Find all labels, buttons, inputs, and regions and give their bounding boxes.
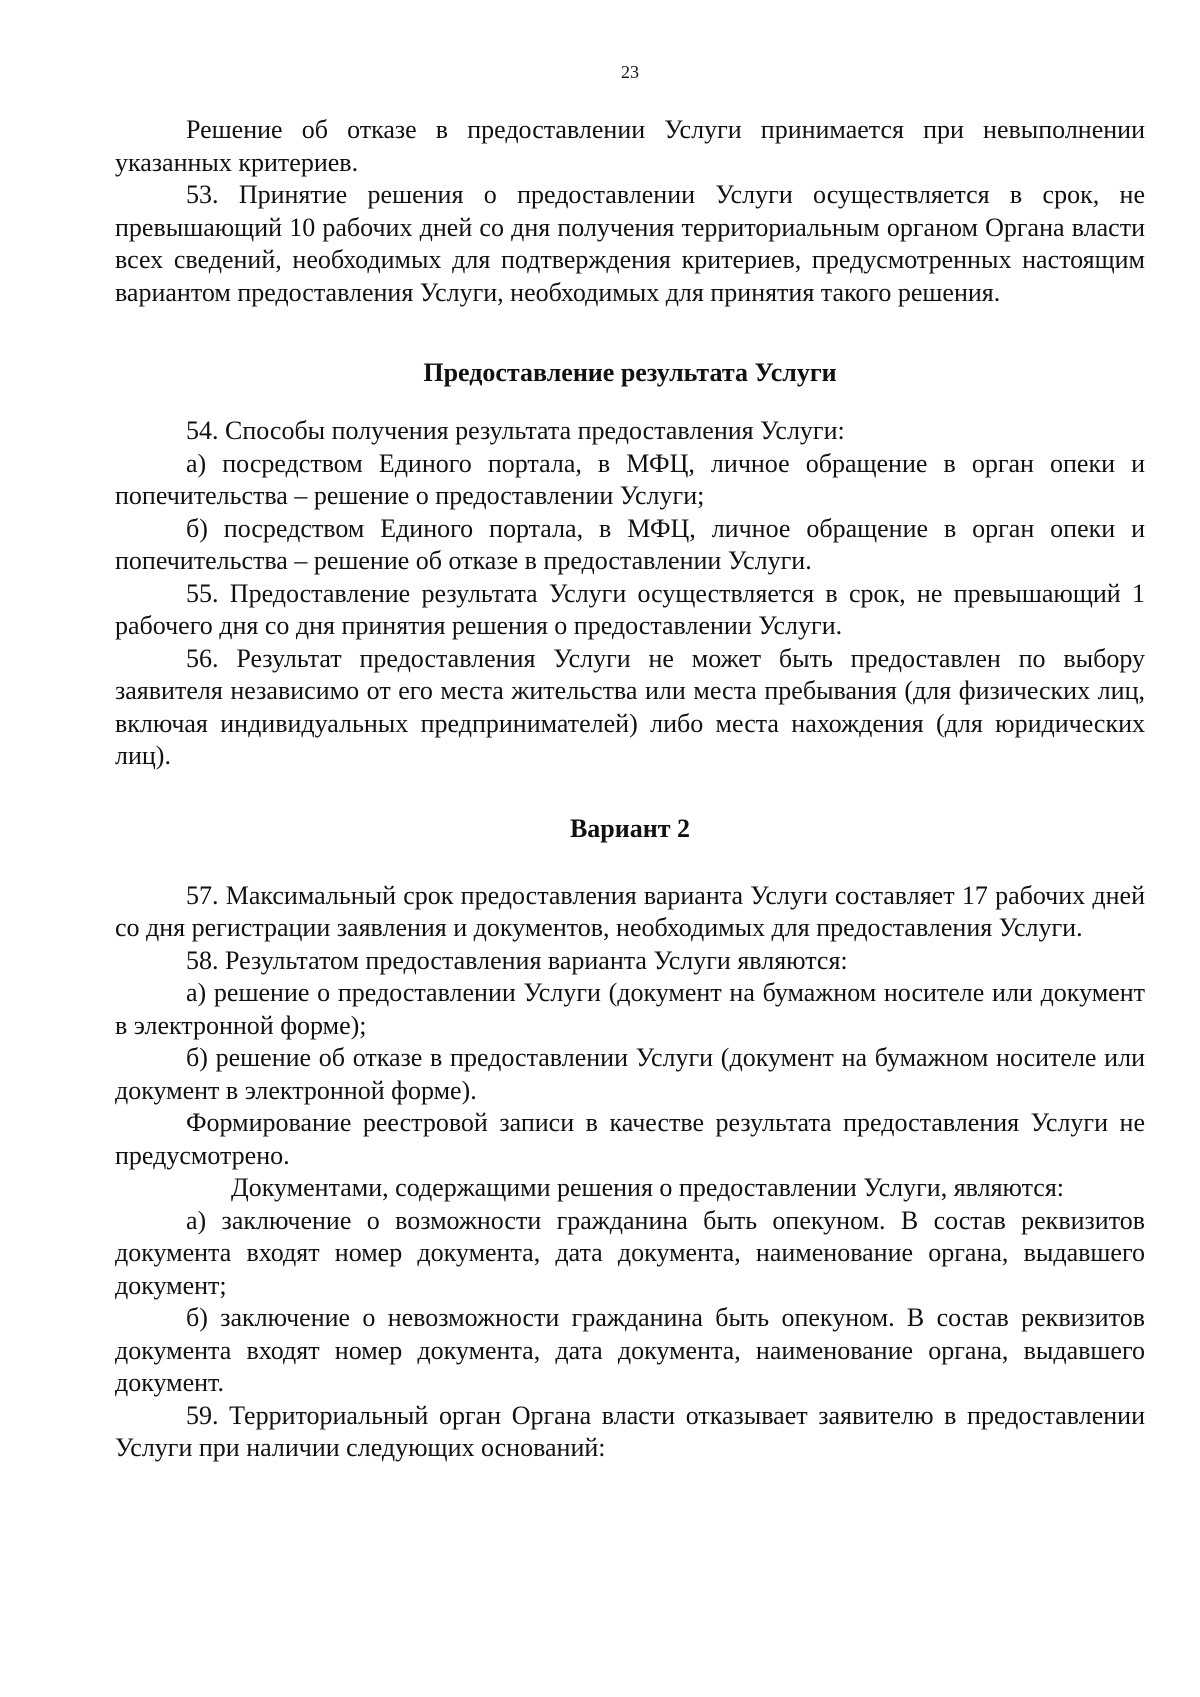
paragraph-decision-documents: Документами, содержащими решения о предоставлении Услуги, являются: <box>231 1173 1065 1202</box>
paragraph-refusal-decision: Решение об отказе в предоставлении Услуги принимается при невыполнении указанных критериев. <box>115 115 1145 177</box>
page-number: 23 <box>621 62 639 82</box>
paragraph-documents-b: б) заключение о невозможности гражданина быть опекуном. В состав реквизитов документа входят номер документа, дата документа, наименование органа, выдавшего документ. <box>115 1303 1145 1397</box>
paragraph-53: 53. Принятие решения о предоставлении Услуги осуществляется в срок, не превышающий 10 рабочих дней со дня получения территориальным органом Органа власти всех сведений, необходимых для подтверждения критериев, предусмотренных настоящим вариантом предоставления Услуги, необходимых для принятия такого решения. <box>115 180 1145 307</box>
paragraph-54-a: а) посредством Единого портала, в МФЦ, личное обращение в орган опеки и попечительства – решение о предоставлении Услуги; <box>115 448 1145 510</box>
paragraph-55: 55. Предоставление результата Услуги осуществляется в срок, не превышающий 1 рабочего дня со дня принятия решения о предоставлении Услуги. <box>115 578 1145 640</box>
paragraph-58-b: б) решение об отказе в предоставлении Услуги (документ на бумажном носителе или документ в электронной форме). <box>115 1043 1145 1105</box>
paragraph-56: 56. Результат предоставления Услуги не может быть предоставлен по выбору заявителя независимо от его места жительства или места пребывания (для физических лиц, включая индивидуальных предпринимателей) либо места нахождения (для юридических лиц). <box>115 643 1145 770</box>
paragraph-54-b: б) посредством Единого портала, в МФЦ, личное обращение в орган опеки и попечительства – решение об отказе в предоставлении Услуги. <box>115 513 1145 575</box>
paragraph-registry-record: Формирование реестровой записи в качестве результата предоставления Услуги не предусмотрено. <box>115 1108 1145 1170</box>
paragraph-59: 59. Территориальный орган Органа власти отказывает заявителю в предоставлении Услуги при наличии следующих оснований: <box>115 1400 1145 1462</box>
paragraph-57: 57. Максимальный срок предоставления варианта Услуги составляет 17 рабочих дней со дня регистрации заявления и документов, необходимых для предоставления Услуги. <box>115 880 1145 942</box>
paragraph-58: 58. Результатом предоставления варианта Услуги являются: <box>186 945 848 975</box>
paragraph-58-a: а) решение о предоставлении Услуги (документ на бумажном носителе или документ в электронной форме); <box>115 978 1145 1040</box>
section-heading-variant-2: Вариант 2 <box>569 813 691 843</box>
document-page <box>115 60 1145 1465</box>
paragraph-54: 54. Способы получения результата предоставления Услуги: <box>186 416 845 445</box>
paragraph-documents-a: а) заключение о возможности гражданина быть опекуном. В состав реквизитов документа входят номер документа, дата документа, наименование органа, выдавшего документ; <box>115 1205 1145 1300</box>
section-heading-result: Предоставление результата Услуги <box>423 358 837 387</box>
